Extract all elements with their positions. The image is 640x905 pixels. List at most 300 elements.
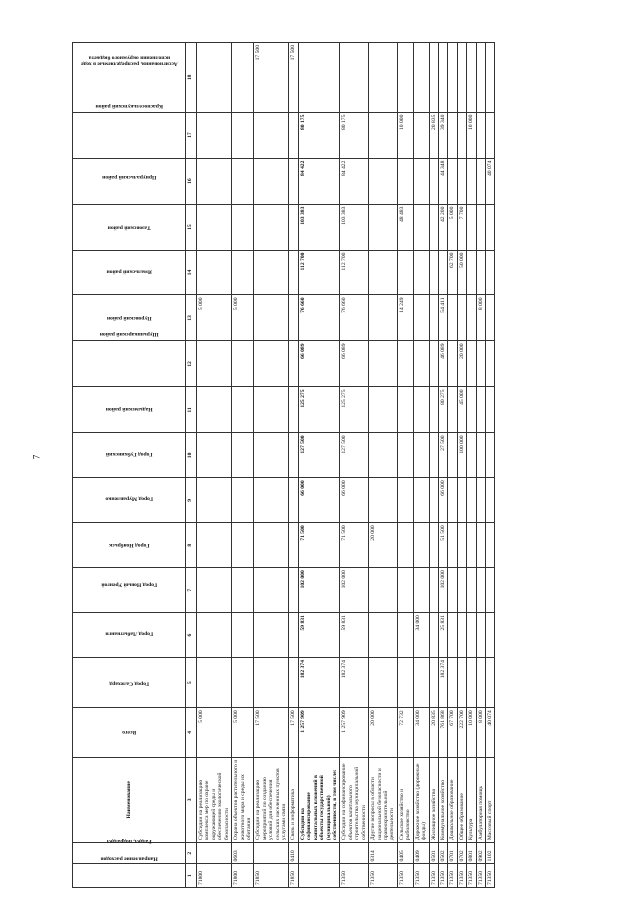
amount-cell: 103 383 [298, 204, 340, 250]
amount-cell [369, 478, 398, 523]
amount-cell: 40 074 [486, 708, 495, 757]
amount-cell [486, 478, 495, 523]
section-cell: 0902 [476, 843, 485, 864]
amount-cell [457, 478, 466, 523]
column-number: 5 [186, 658, 197, 708]
amount-cell [467, 158, 476, 204]
header-cell: Ямальский район [73, 250, 186, 295]
amount-cell [289, 613, 298, 658]
section-cell [340, 843, 369, 864]
name-cell: Жилищное хозяйство [429, 757, 438, 843]
amount-cell [289, 295, 298, 341]
amount-cell [254, 613, 289, 658]
amount-cell [413, 523, 429, 568]
amount-cell [457, 112, 466, 158]
amount-cell: 10 000 [467, 112, 476, 158]
amount-cell [467, 478, 476, 523]
amount-cell [457, 523, 466, 568]
amount-cell [476, 613, 485, 658]
column-number: 17 [186, 112, 197, 158]
header-cell: Наименование [73, 757, 186, 843]
expense-direction-cell: 71350 [476, 864, 485, 888]
amount-cell [254, 658, 289, 708]
name-cell: Субсидии на реализацию мероприятий по созданию условий для обеспечения сельских населенных пунктов услугами связи [254, 757, 289, 843]
amount-cell [197, 478, 232, 523]
amount-cell [467, 295, 476, 341]
amount-cell [289, 158, 298, 204]
header-cell: Ассигнования, распределяемые в ходе исполнения окружного бюджета [73, 43, 186, 113]
section-cell: 0314 [369, 843, 398, 864]
table-row [340, 43, 369, 888]
amount-cell [429, 204, 438, 250]
amount-cell [476, 658, 485, 708]
column-number: 12 [186, 341, 197, 387]
expense-direction-cell: 71350 [448, 864, 457, 888]
amount-cell: 10 000 [467, 708, 476, 757]
name-cell: Общее образование [457, 757, 466, 843]
amount-cell [413, 568, 429, 613]
amount-cell [289, 658, 298, 708]
section-cell: 0801 [467, 843, 476, 864]
name-cell: Амбулаторная помощь [476, 757, 485, 843]
amount-cell [467, 523, 476, 568]
amount-cell [232, 613, 254, 658]
expense-direction-cell: 71350 [438, 864, 447, 888]
amount-cell [457, 658, 466, 708]
amount-cell: 20 835 [429, 112, 438, 158]
amount-cell [197, 568, 232, 613]
amount-cell: 66 000 [438, 478, 447, 523]
table-body [197, 43, 495, 888]
amount-cell [413, 204, 429, 250]
amount-cell [429, 433, 438, 478]
amount-cell [254, 387, 289, 433]
amount-cell [197, 43, 232, 113]
amount-cell: 48 483 [397, 204, 413, 250]
section-cell: 1102 [486, 843, 495, 864]
amount-cell [467, 43, 476, 113]
table-row [369, 43, 398, 888]
amount-cell [429, 523, 438, 568]
amount-cell: 112 700 [298, 250, 340, 295]
amount-cell [254, 204, 289, 250]
amount-cell: 14 249 [397, 295, 413, 341]
amount-cell [467, 613, 476, 658]
amount-cell [232, 387, 254, 433]
header-row [73, 43, 186, 888]
amount-cell: 222 700 [457, 708, 466, 757]
section-cell [298, 843, 340, 864]
amount-cell [476, 568, 485, 613]
amount-cell [448, 387, 457, 433]
expense-direction-cell: 71350 [413, 864, 429, 888]
amount-cell [429, 658, 438, 708]
amount-cell: 182 374 [340, 658, 369, 708]
amount-cell [289, 204, 298, 250]
name-cell: Сельское хозяйство и рыболовство [397, 757, 413, 843]
amount-cell [448, 568, 457, 613]
table-row [476, 43, 485, 888]
amount-cell [254, 433, 289, 478]
amount-cell [457, 158, 466, 204]
amount-cell [413, 158, 429, 204]
amount-cell: 80 175 [298, 112, 340, 158]
table-row [438, 43, 447, 888]
amount-cell: 103 383 [340, 204, 369, 250]
amount-cell [467, 250, 476, 295]
amount-cell [448, 43, 457, 113]
header-cell: Город Муравленко [73, 478, 186, 523]
amount-cell [232, 112, 254, 158]
header-cell: Надымский район [73, 387, 186, 433]
expense-direction-cell: 71350 [340, 864, 369, 888]
section-cell: 0603 [232, 843, 254, 864]
column-number: 14 [186, 250, 197, 295]
amount-cell: 84 422 [340, 158, 369, 204]
amount-cell [457, 295, 466, 341]
header-cell: Тазовский район [73, 204, 186, 250]
expense-direction-cell: 71350 [429, 864, 438, 888]
amount-cell [467, 568, 476, 613]
expense-direction-cell: 71850 [254, 864, 289, 888]
amount-cell [467, 658, 476, 708]
amount-cell [413, 250, 429, 295]
amount-cell [448, 295, 457, 341]
amount-cell: 62 700 [448, 250, 457, 295]
amount-cell: 7 700 [457, 204, 466, 250]
amount-cell: 125 275 [298, 387, 340, 433]
expense-direction-cell: 71800 [232, 864, 254, 888]
header-cell: Город Новый Уренгой [73, 568, 186, 613]
amount-cell [369, 204, 398, 250]
amount-cell [397, 158, 413, 204]
amount-cell [197, 523, 232, 568]
amount-cell: 59 831 [298, 613, 340, 658]
amount-cell [438, 43, 447, 113]
amount-cell [369, 341, 398, 387]
amount-cell [413, 112, 429, 158]
amount-cell [254, 295, 289, 341]
column-number: 13 [186, 295, 197, 341]
name-cell: Дорожное хозяйство (дорожные фонды) [413, 757, 429, 843]
amount-cell [429, 478, 438, 523]
amount-cell [486, 295, 495, 341]
table-row [298, 43, 340, 888]
column-number-row [186, 43, 197, 888]
amount-cell [254, 158, 289, 204]
section-cell: 0405 [397, 843, 413, 864]
amount-cell [232, 658, 254, 708]
amount-cell [486, 523, 495, 568]
header-cell: Город Салехард [73, 658, 186, 708]
amount-cell [298, 43, 340, 113]
amount-cell [486, 658, 495, 708]
amount-cell: 5 000 [232, 295, 254, 341]
amount-cell [476, 158, 485, 204]
amount-cell [369, 295, 398, 341]
amount-cell [369, 433, 398, 478]
amount-cell [232, 478, 254, 523]
amount-cell: 66 089 [340, 341, 369, 387]
amount-cell [486, 613, 495, 658]
amount-cell [429, 613, 438, 658]
amount-cell [448, 433, 457, 478]
rotated-table-wrapper [72, 42, 626, 888]
amount-cell [397, 568, 413, 613]
amount-cell: 5 000 [197, 708, 232, 757]
amount-cell: 761 868 [438, 708, 447, 757]
amount-cell [289, 250, 298, 295]
amount-cell [476, 433, 485, 478]
column-number: 11 [186, 387, 197, 433]
amount-cell [289, 433, 298, 478]
amount-cell: 17 500 [289, 43, 298, 113]
amount-cell: 8 000 [476, 708, 485, 757]
amount-cell: 102 000 [438, 568, 447, 613]
amount-cell [467, 341, 476, 387]
amount-cell [232, 204, 254, 250]
amount-cell: 27 500 [438, 433, 447, 478]
amount-cell [254, 250, 289, 295]
amount-cell [197, 158, 232, 204]
amount-cell: 67 700 [448, 708, 457, 757]
amount-cell [429, 341, 438, 387]
amount-cell [197, 433, 232, 478]
amount-cell [369, 568, 398, 613]
amount-cell [369, 158, 398, 204]
amount-cell [486, 433, 495, 478]
amount-cell [476, 112, 485, 158]
amount-cell: 50 000 [457, 250, 466, 295]
amount-cell [476, 250, 485, 295]
amount-cell [457, 613, 466, 658]
table-row [397, 43, 413, 888]
amount-cell [413, 43, 429, 113]
amount-cell [254, 112, 289, 158]
amount-cell [232, 341, 254, 387]
amount-cell [369, 387, 398, 433]
amount-cell [197, 658, 232, 708]
table-row [457, 43, 466, 888]
amount-cell [429, 43, 438, 113]
amount-cell [397, 613, 413, 658]
amount-cell [486, 112, 495, 158]
amount-cell: 34 000 [413, 613, 429, 658]
amount-cell: 66 089 [298, 341, 340, 387]
column-number: 3 [186, 757, 197, 843]
section-cell: 0501 [429, 843, 438, 864]
amount-cell: 40 074 [486, 158, 495, 204]
column-number: 4 [186, 708, 197, 757]
amount-cell: 102 000 [340, 568, 369, 613]
page-number: 7 [31, 454, 42, 460]
amount-cell: 45 000 [457, 387, 466, 433]
amount-cell [289, 523, 298, 568]
table-row [254, 43, 289, 888]
amount-cell: 25 831 [438, 613, 447, 658]
amount-cell [413, 478, 429, 523]
amount-cell [397, 433, 413, 478]
column-number: 8 [186, 523, 197, 568]
amount-cell [397, 658, 413, 708]
column-number: 18 [186, 43, 197, 113]
amount-cell [289, 568, 298, 613]
budget-table-sheet [72, 42, 626, 888]
amount-cell [486, 43, 495, 113]
amount-cell: 5 000 [197, 295, 232, 341]
amount-cell: 39 340 [438, 112, 447, 158]
amount-cell [467, 387, 476, 433]
section-cell: 0410 [289, 843, 298, 864]
amount-cell [448, 112, 457, 158]
amount-cell: 80 275 [438, 387, 447, 433]
amount-cell [429, 295, 438, 341]
amount-cell: 54 411 [438, 295, 447, 341]
amount-cell: 182 374 [298, 658, 340, 708]
amount-cell: 51 500 [438, 523, 447, 568]
name-cell: Охрана объектов растительного и животного мира и среды их обитания [232, 757, 254, 843]
amount-cell [448, 341, 457, 387]
amount-cell: 5 000 [448, 204, 457, 250]
amount-cell: 17 500 [254, 43, 289, 113]
amount-cell [476, 523, 485, 568]
amount-cell: 1 257 909 [340, 708, 369, 757]
amount-cell [413, 658, 429, 708]
name-cell: Культура [467, 757, 476, 843]
header-cell: Раздел, подраздел [73, 843, 186, 864]
table-row [486, 43, 495, 888]
amount-cell [369, 613, 398, 658]
amount-cell [369, 250, 398, 295]
column-number: 6 [186, 613, 197, 658]
amount-cell: 127 500 [340, 433, 369, 478]
header-cell: Город Губкинский [73, 433, 186, 478]
amount-cell: 8 000 [476, 295, 485, 341]
amount-cell [254, 341, 289, 387]
amount-cell: 76 660 [298, 295, 340, 341]
section-cell: 0702 [457, 843, 466, 864]
amount-cell [413, 433, 429, 478]
amount-cell [232, 433, 254, 478]
amount-cell [429, 568, 438, 613]
amount-cell: 20 000 [457, 341, 466, 387]
amount-cell: 102 000 [298, 568, 340, 613]
table-row [289, 43, 298, 888]
column-number: 1 [186, 864, 197, 888]
amount-cell [254, 478, 289, 523]
name-cell: Коммунальное хозяйство [438, 757, 447, 843]
amount-cell [369, 658, 398, 708]
amount-cell [448, 523, 457, 568]
expense-direction-cell: 71350 [369, 864, 398, 888]
amount-cell [476, 478, 485, 523]
amount-cell [448, 613, 457, 658]
amount-cell [476, 43, 485, 113]
table-row [232, 43, 254, 888]
amount-cell: 125 275 [340, 387, 369, 433]
expense-direction-cell: 71800 [197, 864, 232, 888]
amount-cell [289, 387, 298, 433]
amount-cell: 10 000 [397, 112, 413, 158]
column-number: 10 [186, 433, 197, 478]
amount-cell [413, 341, 429, 387]
amount-cell [289, 112, 298, 158]
amount-cell [486, 204, 495, 250]
amount-cell [457, 568, 466, 613]
name-cell: Другие вопросы в области национальной безопасности и правоохранительной деятельности [369, 757, 398, 843]
name-cell: Субсидии на софинансирование объектов капитального строительства муниципальной собственности [340, 757, 369, 843]
amount-cell: 1 257 909 [298, 708, 340, 757]
budget-table [72, 42, 495, 888]
amount-cell: 17 500 [289, 708, 298, 757]
amount-cell [413, 295, 429, 341]
amount-cell: 17 500 [254, 708, 289, 757]
header-cell: Пуровский район [73, 295, 186, 341]
amount-cell [397, 341, 413, 387]
amount-cell [254, 523, 289, 568]
amount-cell: 100 000 [457, 433, 466, 478]
name-cell: Субсидии на реализацию комплекса мер по охране окружающей среды и обеспечению экологической безопасности [197, 757, 232, 843]
column-number: 15 [186, 204, 197, 250]
section-cell: 0409 [413, 843, 429, 864]
amount-cell [467, 204, 476, 250]
amount-cell: 66 000 [298, 478, 340, 523]
amount-cell: 80 175 [340, 112, 369, 158]
name-cell: Субсидии на софинансирование капитальных вложений в объекты государственной (муниципальной) собственности, в том числе: [298, 757, 340, 843]
amount-cell: 112 700 [340, 250, 369, 295]
amount-cell: 182 374 [438, 658, 447, 708]
amount-cell [448, 658, 457, 708]
amount-cell [476, 387, 485, 433]
amount-cell: 34 000 [413, 708, 429, 757]
amount-cell: 127 500 [298, 433, 340, 478]
amount-cell: 72 732 [397, 708, 413, 757]
amount-cell [232, 43, 254, 113]
header-cell: Город Ноябрьск [73, 523, 186, 568]
amount-cell [340, 43, 369, 113]
amount-cell [232, 158, 254, 204]
amount-cell [289, 478, 298, 523]
amount-cell [289, 341, 298, 387]
amount-cell: 20 835 [429, 708, 438, 757]
amount-cell [232, 523, 254, 568]
header-cell: Красноселькупский район [73, 112, 186, 158]
expense-direction-cell: 71350 [457, 864, 466, 888]
name-cell: Массовый спорт [486, 757, 495, 843]
amount-cell [254, 568, 289, 613]
amount-cell: 42 200 [438, 204, 447, 250]
amount-cell: 76 660 [340, 295, 369, 341]
amount-cell [429, 387, 438, 433]
section-cell: 0701 [448, 843, 457, 864]
amount-cell [413, 387, 429, 433]
amount-cell: 5 000 [232, 708, 254, 757]
amount-cell [438, 250, 447, 295]
table-row [467, 43, 476, 888]
name-cell: Дошкольное образование [448, 757, 457, 843]
column-number: 2 [186, 843, 197, 864]
amount-cell [369, 112, 398, 158]
amount-cell [397, 478, 413, 523]
amount-cell [197, 341, 232, 387]
amount-cell: 71 500 [340, 523, 369, 568]
expense-direction-cell: 71350 [467, 864, 476, 888]
table-row [448, 43, 457, 888]
amount-cell: 71 500 [298, 523, 340, 568]
amount-cell [232, 250, 254, 295]
amount-cell [476, 341, 485, 387]
section-cell [254, 843, 289, 864]
